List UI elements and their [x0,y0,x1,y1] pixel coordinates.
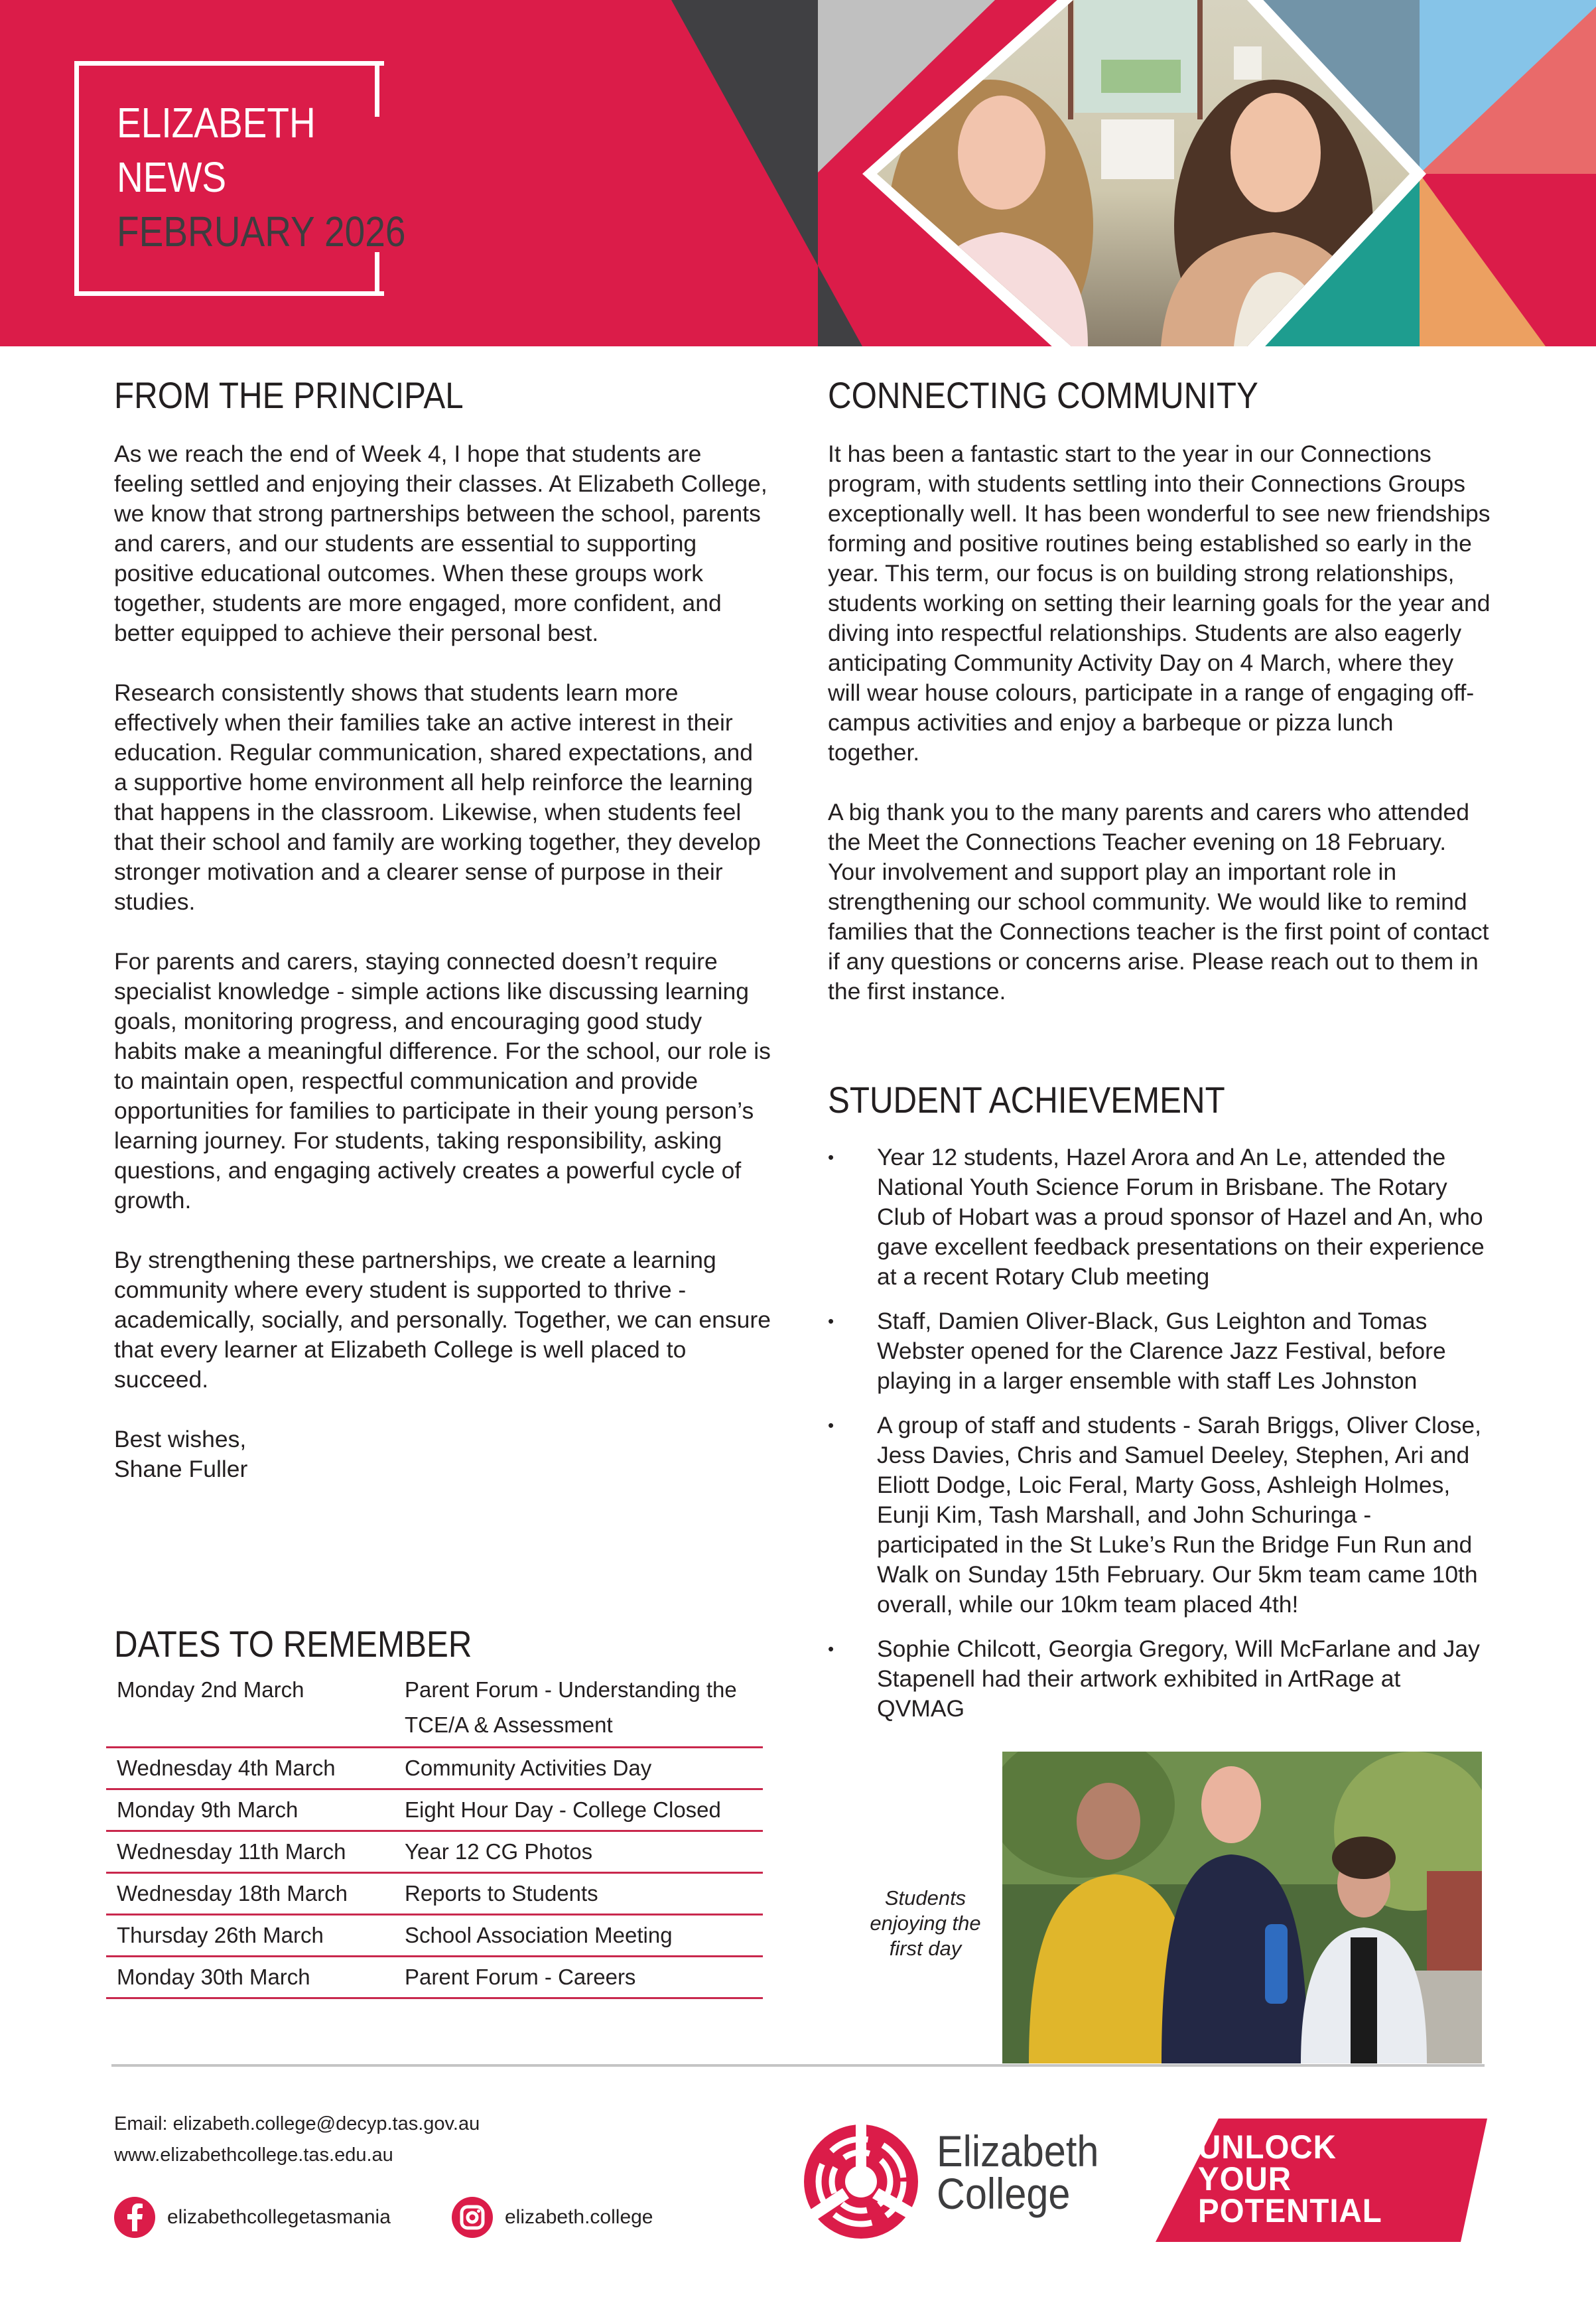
instagram-handle: elizabeth.college [505,2206,653,2228]
date-cell: Wednesday 11th March [117,1839,346,1864]
connecting-paragraph: It has been a fantastic start to the year in our Connections program, with students settling into their Connections Groups exceptionally well. It has been wonderful to see new friendships forming and positive routines being established so early in the year. This term, our focus is on building strong relationships, students working on setting their learning goals for the year and diving into respectful relationships. Students are also eagerly anticipating Community Activity Day on 4 March, where they will wear house colours, participate in a range of engaging off-campus activities and enjoy a barbeque or pizza lunch together. [828,441,1491,766]
bullet-icon: • [828,1639,834,1659]
principal-signoff: Best wishes, [114,1426,247,1452]
tagline-text [1198,2128,1382,2229]
bullet-icon: • [828,1415,834,1435]
achievement-text: A group of staff and students - Sarah Briggs, Oliver Close, Jess Davies, Chris and Samuel Deeley, Stephen, Ari and Eliott Dodge, Loic Feral, Marty Goss, Ashleigh Holmes, Eunji Kim, Tash Marshall, and John Schuringa - participated in the St Luke’s Run the Bridge Fun Run and Walk on Sunday 15th February. Our 5km team came 10th overall, while our 10km team placed 4th! [877,1412,1481,1618]
event-cell: Year 12 CG Photos [405,1839,593,1864]
tagline-line1: UNLOCK [1198,2128,1337,2166]
instagram-link[interactable] [452,2197,653,2238]
date-cell: Monday 2nd March [117,1677,304,1702]
achievement-text: Year 12 students, Hazel Arora and An Le, attended the National Youth Science Forum in Brisbane. The Rotary Club of Hobart was a proud sponsor of Hazel and An, who gave excellent feedback presentations on their experience at a recent Rotary Club meeting [877,1144,1485,1290]
principal-paragraph: Research consistently shows that students learn more effectively when their families take an active interest in their education. Regular communication, shared expectations, and a supportive home environment all help reinforce the learning that happens in the classroom. Likewise, when students feel that their school and family are working together, they develop stronger motivation and a clearer sense of purpose in their studies. [114,679,761,915]
principal-paragraph: For parents and carers, staying connected doesn’t require specialist knowledge - simple actions like discussing learning goals, monitoring progress, and encouraging good study habits make a meaningful difference. For the school, our role is to maintain open, respectful communication and provide opportunities for families to participate in their young person’s learning journey. For students, taking responsibility, asking questions, and engaging actively creates a powerful cycle of growth. [114,948,771,1214]
date-cell: Wednesday 18th March [117,1881,348,1906]
contact-email[interactable]: Email: elizabeth.college@decyp.tas.gov.au [114,2113,480,2134]
table-row [106,1874,763,1915]
logo-line1: Elizabeth [937,2126,1099,2176]
photo-caption: Students enjoying the first day [870,1886,981,1960]
event-cell: Community Activities Day [405,1756,652,1780]
tagline-line2: YOUR [1198,2160,1292,2197]
principal-paragraph: By strengthening these partnerships, we create a learning community where every student is supported to thrive - academically, socially, and personally. Together, we can ensure that every learner at Elizabeth College is well placed to succeed. [114,1247,771,1393]
list-item [828,1306,1491,1396]
date-cell: Monday 9th March [117,1797,299,1822]
table-row [106,1832,763,1874]
website-link[interactable]: www.elizabethcollege.tas.edu.au [114,2144,393,2166]
date-cell: Wednesday 4th March [117,1756,336,1780]
bullet-icon: • [828,1147,834,1167]
college-logo-wordmark [937,2126,1099,2218]
title-frame-edge [375,61,379,117]
facebook-icon [114,2197,155,2238]
facebook-link[interactable] [114,2197,391,2238]
event-cell: Parent Forum - Understanding the TCE/A & Assessment [405,1677,737,1737]
bullet-icon: • [828,1311,834,1331]
tagline-line3: POTENTIAL [1198,2192,1382,2229]
newsletter-issue-date: FEBRUARY 2026 [117,208,406,255]
principal-letter [114,439,771,1484]
event-cell: Eight Hour Day - College Closed [405,1797,721,1822]
date-cell: Thursday 26th March [117,1923,324,1947]
logo-line2: College [937,2169,1071,2218]
list-item [828,1143,1491,1292]
achievement-list [828,1143,1491,1738]
students-first-day-photo [1002,1752,1482,2063]
footer-divider [111,2064,1485,2067]
table-row [106,1748,763,1790]
principal-signature: Shane Fuller [114,1456,248,1482]
event-cell: Reports to Students [405,1881,598,1906]
table-row [106,1915,763,1957]
table-row [106,1957,763,1999]
principal-paragraph: As we reach the end of Week 4, I hope that students are feeling settled and enjoying their classes. At Elizabeth College, we know that strong partnerships between the school, parents and carers, and our students are essential to supporting positive educational outcomes. When these groups work together, students are more engaged, more confident, and better equipped to achieve their personal best. [114,441,767,646]
table-row [106,1664,763,1748]
achievement-heading: STUDENT ACHIEVEMENT [828,1079,1225,1121]
connecting-heading: CONNECTING COMMUNITY [828,374,1258,416]
title-frame-edge [375,252,379,291]
achievement-text: Sophie Chilcott, Georgia Gregory, Will McFarlane and Jay Stapenell had their artwork exhibited in ArtRage at QVMAG [877,1636,1480,1722]
newsletter-title-line2: NEWS [117,153,227,201]
instagram-icon [452,2197,493,2238]
principal-heading: FROM THE PRINCIPAL [114,374,464,416]
connecting-article [828,439,1491,1036]
connecting-paragraph: A big thank you to the many parents and carers who attended the Meet the Connections Teacher evening on 18 February. Your involvement and support play an important role in strengthening our school community. We would like to remind families that the Connections teacher is the first point of contact if any questions or concerns arise. Please reach out to them in the first instance. [828,799,1489,1005]
newsletter-title-line1: ELIZABETH [117,99,316,147]
college-logo-emblem-icon [803,2115,919,2245]
list-item [828,1411,1491,1620]
date-cell: Monday 30th March [117,1965,310,1989]
dates-heading: DATES TO REMEMBER [114,1623,472,1665]
achievement-text: Staff, Damien Oliver-Black, Gus Leighton and Tomas Webster opened for the Clarence Jazz Festival, before playing in a larger ensemble with staff Les Johnston [877,1308,1446,1394]
event-cell: Parent Forum - Careers [405,1965,636,1989]
event-cell: School Association Meeting [405,1923,673,1947]
table-row [106,1790,763,1832]
facebook-handle: elizabethcollegetasmania [167,2206,391,2228]
dates-table [106,1664,763,1999]
list-item [828,1634,1491,1724]
